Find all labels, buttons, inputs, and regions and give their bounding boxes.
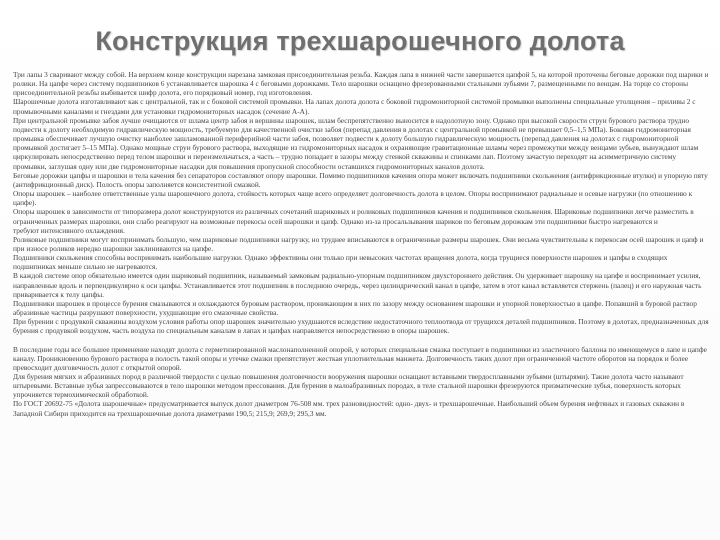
paragraph: В каждой системе опор обязательно имеется один шариковый подшипник, называемый замковым радиально-упорным подшипником двухстороннего действия. Он удерживает шарошку на цапфе и воспринимает усилия, направленные вдоль и перпендикулярно к оси цапфы. Устанавливается этот подшипник в последнюю очередь, через цилиндрический канал в цапфе, затем в этот канал вставляется стержень (палец) и его наружная часть приваривается к телу цапфы. — [13, 271, 702, 299]
paragraph: Шарошечные долота изготавливают как с центральной, так и с боковой системой промывки. На лапах долота долота с боковой гидромониторной системой промывки выполнены специальные утолщения – приливы 2 с промывочными каналами и гнездами для установки гидромониторных насадок (сечение А-А). — [13, 97, 696, 116]
paragraph: В последние годы все большее применение находят долота с герметизированной маслонаполненной опорой, у которых специальная смазка поступает в подшипники из эластичного баллона по имеющемуся в лапе и цапфе каналу. Проникновению бурового раствора в полость такой опоры и утечке смазки препятствует жесткая уплотнительная манжета. Долговечность таких долот при ограниченной частоте оборотов на порядок и более превосходит долговечность долот с открытой опорой. — [13, 344, 707, 372]
paragraph: По ГОСТ 20692-75 «Долота шарошечные» предусматривается выпуск долот диаметром 76-508 мм. трех разновидностей: одно- двух- и трехшарошечные. Наибольший объем бурения нефтяных и газовых скважин в Западной Сибири приходится на трехшарошечные долота диаметрами 190,5; 215,9; 269,9; 295,3 мм. — [13, 399, 685, 418]
slide-body — [13, 70, 709, 535]
paragraph: При бурении с продувкой скважины воздухом условия работы опор шарошек значительно ухудшаются вследствие недостаточного теплоотвода от трущихся деталей подшипников. Поэтому в долотах, предназначенных для бурения с продувкой воздухом, часть воздуха по специальным каналам в лапах и цапфах направляется непосредственно в опоры шарошек. — [13, 317, 709, 336]
paragraph: Подшипники шарошек в процессе бурения смазываются и охлаждаются буровым раствором, проникающим в них по зазору между основанием шарошки и упорной поверхностью в цапфе. Попавший в буровой раствор абразивные частицы разрушают поверхности, ухудшающие его смазочные свойства. — [13, 298, 697, 318]
paragraph: Роликовые подшипники могут воспринимать большую, чем шариковые подшипники нагрузку, но труднее вписываются в ограниченные размеры шарошек. Они весьма чувствительны к перекосам осей шарошек и цапф и при износе роликов нередко шарошки заклиниваются на цапфе. — [13, 234, 704, 253]
paragraph: Беговые дорожки цапфы и шарошки и тела качения без сепараторов составляют опору шарошки. Помимо подшипников качения опора может включать подшипники скольжения (антифрикционные втулки) и упорную пяту (антифрикционный диск). Полость опоры заполняется консистентной смазкой. — [13, 170, 708, 189]
paragraph: Подшипники скольжения способны воспринимать наибольшие нагрузки. Однако эффективны они только при невысоких частотах вращения долота, когда трущиеся поверхности шарошек и цапфы в сходящих подшипниках меньше сильно не нагреваются. — [13, 253, 668, 272]
paragraph: Для бурения мягких и абразивных пород в различной твердости с целью повышения долговечности вооружения шарошки оснащают вставными твердосплавными зубьями (штырями). Такие долота часто называют штыревыми. Вставные зубья запрессовываются в тело шарошки методом прессования. Для бурения в малоабразивных породах, в теле стальной шарошки фрезеруются призматические зубья, поверхность которых упрочняется термохимической обработкой. — [13, 372, 684, 400]
paragraph: требуют интенсивного охлаждения. — [13, 225, 125, 235]
paragraph: Опоры шарошек – наиболее ответственные узлы шарошечного долота, стойкость которых чаще всего определяет долговечность долота в целом. Опоры воспринимают радиальные и осевые нагрузки (по отношению к цапфе). — [13, 189, 693, 208]
slide-title: Конструкция трехшарошечного долота — [95, 26, 625, 56]
paragraph: При центральной промывке забоя лучше очищаются от шлама центр забоя и вершины шарошек, шлам беспрепятственно выносится в надолотную зону. Однако при высокой скорости струи бурового раствора трудно подвести к долоту необходимую гидравлическую мощность, требуемую для качественной очистки забоя (перепад давления в долотах с центральной промывкой не превышает 0,5–1,5 МПа). Боковая гидромониторная промывка обеспечивает лучшую очистку наиболее зашламованной периферийной части забоя, позволяет подвести к долоту большую гидравлическую мощность (перепад давления на долотах с гидромониторной промывкой достигает 5–15 МПа). Однако мощные струи бурового раствора, выходящие из гидромониторных насадок и охраняющие гравитационные шламы через промежутки между венцами зубьев, вынуждают шлам циркулировать непосредственно перед телом шарошки и переизмельчаться, а часть – трудно попадает в зазоры между стенкой скважины и спинками лап. Поэтому зачастую переходят на асимметричную систему промывки, заглушая одну или две гидромониторные насадки для повышения пропускной способности оставшихся гидромониторных каналов долота. — [13, 115, 699, 171]
paragraph: Три лапы 3 сваривают между собой. На верхнем конце конструкции нарезана замковая присоединительная резьба. Каждая лапа в нижней части завершается цапфой 5, на которой проточены беговые дорожки под шарики и ролики. На цапфе через систему подшипников 6 устанавливается шарошка 4 с беговыми дорожками. Тело шарошки оснащено фрезерованными стальными зубьями 7, размещенными по венцам. На торце со стороны присоединительной резьбы выбивается шифр долота, его порядковый номер, год изготовления. — [13, 70, 709, 98]
paragraph: Опоры шарошек в зависимости от типоразмера долот конструируются из различных сочетаний шариковых и роликовых подшипников качения и подшипников скольжения. Шариковые подшипники легче разместить в ограниченных размерах шарошки, они слабо реагируют на возможные перекосы осей шарошки и цапф. Однако из-за просальзывания шариков по беговым дорожкам эти подшипники быстро нагреваются и — [13, 207, 694, 226]
